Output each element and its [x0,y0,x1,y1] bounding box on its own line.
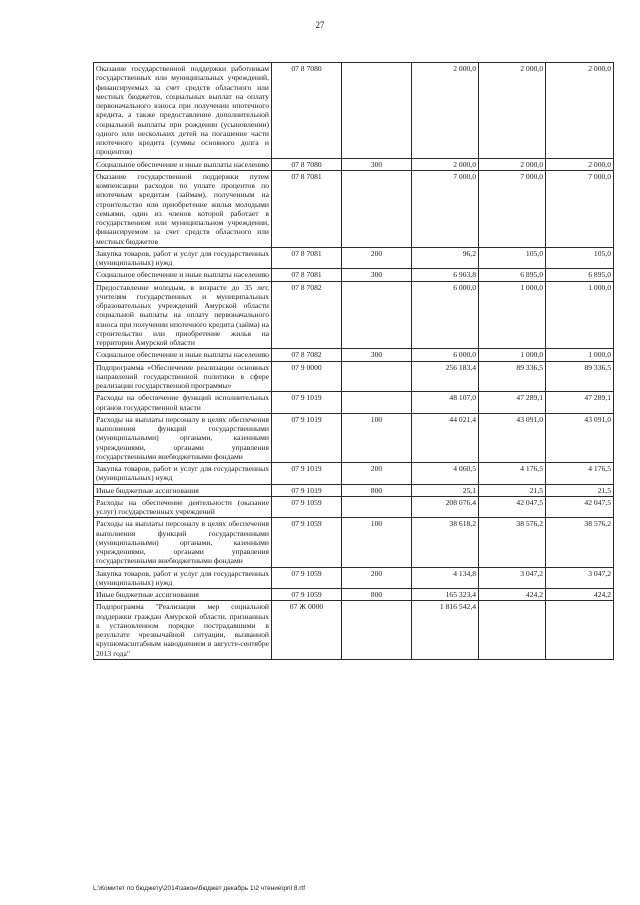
row-amount-2016: 3 047,2 [479,567,546,589]
row-amount-2015: 6 903,8 [412,269,479,281]
table-row [94,601,614,660]
table-row [94,413,614,462]
table-row [94,392,614,414]
row-amount-2015: 4 134,8 [412,567,479,589]
row-expense-type [342,170,412,247]
row-amount-2015: 6 000,0 [412,349,479,361]
row-expense-type [342,281,412,349]
row-amount-2015: 38 618,2 [412,518,479,567]
row-amount-2016: 1 000,0 [479,281,546,349]
row-amount-2017: 89 336,5 [546,361,614,392]
row-amount-2015: 2 000,0 [412,63,479,159]
table-row [94,589,614,601]
row-amount-2015: 25,1 [412,484,479,496]
row-target-code: 07 8 7082 [272,349,342,361]
table-row [94,269,614,281]
row-target-code: 07 9 1059 [272,567,342,589]
table-row [94,484,614,496]
row-expense-type: 200 [342,463,412,485]
row-amount-2017: 21,5 [546,484,614,496]
row-amount-2017: 38 576,2 [546,518,614,567]
row-expense-type [342,601,412,660]
row-amount-2016: 2 000,0 [479,63,546,159]
table-row [94,158,614,170]
row-amount-2015: 165 323,4 [412,589,479,601]
table-row [94,170,614,247]
row-amount-2016: 43 091,0 [479,413,546,462]
row-description: Расходы на обеспечение функций исполнительных органов государственной власти [94,392,272,414]
row-description: Социальное обеспечение и иные выплаты населению [94,269,272,281]
row-description: Расходы на выплаты персоналу в целях обеспечения выполнения функций государственными (муниципальными) органами, казенными учреждениями, органами управления государственными внебюджетными фондами [94,518,272,567]
row-target-code: 07 8 7081 [272,247,342,269]
row-target-code: 07 8 7080 [272,63,342,159]
row-amount-2017: 4 176,5 [546,463,614,485]
table-row [94,349,614,361]
budget-table [93,62,614,660]
row-amount-2016: 38 576,2 [479,518,546,567]
row-description: Оказание государственной поддержки работникам государственных или муниципальных учреждений, финансируемых за счет средств областного или местных бюджетов, социальных выплат на оплату первоначального взноса при получении ипотечного кредита, а также предоставление дополнительной социальной выплаты при рождении (усыновлении) одного или нескольких детей на погашение части ипотечного кредита (суммы основного долга и процентов) [94,63,272,159]
table-row [94,281,614,349]
row-amount-2017: 43 091,0 [546,413,614,462]
row-description: Оказание государственной поддержки путем компенсации расходов по уплате процентов по ипотечным кредитам (займам), полученным на строительство или приобретение жилья молодыми семьями, один из членов которой работает в государственном или муниципальном учреждении, финансируемом за счет средств областного или местных бюджетов [94,170,272,247]
row-expense-type [342,63,412,159]
row-target-code: 07 9 1019 [272,463,342,485]
row-description: Иные бюджетные ассигнования [94,589,272,601]
row-target-code: 07 9 1059 [272,496,342,518]
table-row [94,496,614,518]
table-row [94,361,614,392]
row-amount-2016: 47 289,1 [479,392,546,414]
row-amount-2017: 2 000,0 [546,158,614,170]
row-description: Подпрограмма "Реализация мер социальной поддержки граждан Амурской области, признанных в установленном порядке пострадавшими в результате чрезвычайной ситуации, вызванной крупномасштабным наводнением в августе-сентябре 2013 года" [94,601,272,660]
row-amount-2016: 6 895,0 [479,269,546,281]
row-target-code: 07 8 7081 [272,170,342,247]
row-target-code: 07 9 1059 [272,589,342,601]
row-amount-2017: 2 000,0 [546,63,614,159]
row-amount-2017: 3 047,2 [546,567,614,589]
row-description: Расходы на выплаты персоналу в целях обеспечения выполнения функций государственными (муниципальными) органами, казенными учреждениями, органами управления государственными внебюджетными фондами [94,413,272,462]
row-amount-2015: 2 000,0 [412,158,479,170]
table-row [94,63,614,159]
row-amount-2015: 7 000,0 [412,170,479,247]
row-target-code: 07 Ж 0000 [272,601,342,660]
row-target-code: 07 8 7082 [272,281,342,349]
file-path-footer: L:\Комитет по бюджету\2014\закон\бюджет декабрь 1\2 чтение\pril 8.rtf [93,885,306,892]
row-description: Закупка товаров, работ и услуг для государственных (муниципальных) нужд [94,463,272,485]
row-amount-2016: 89 336,5 [479,361,546,392]
row-amount-2016: 21,5 [479,484,546,496]
row-description: Закупка товаров, работ и услуг для государственных (муниципальных) нужд [94,567,272,589]
row-amount-2016: 1 000,0 [479,349,546,361]
row-expense-type: 100 [342,413,412,462]
row-amount-2015: 4 060,5 [412,463,479,485]
row-amount-2016: 424,2 [479,589,546,601]
row-amount-2016: 105,0 [479,247,546,269]
row-description: Предоставление молодым, в возрасте до 35 лет, учителям государственных и муниципальных образовательных учреждений Амурской области социальной выплаты на оплату первоначального взноса при получении ипотечного кредита (займа) на строительство или приобретение жилья на территории Амурской области [94,281,272,349]
row-target-code: 07 9 1019 [272,413,342,462]
row-expense-type: 800 [342,484,412,496]
row-amount-2017: 424,2 [546,589,614,601]
row-amount-2016: 4 176,5 [479,463,546,485]
row-amount-2015: 6 000,0 [412,281,479,349]
row-amount-2017: 42 047,5 [546,496,614,518]
row-expense-type [342,392,412,414]
row-expense-type: 300 [342,349,412,361]
row-target-code: 07 9 1019 [272,484,342,496]
row-amount-2017: 6 895,0 [546,269,614,281]
row-amount-2017 [546,601,614,660]
row-amount-2017: 105,0 [546,247,614,269]
row-description: Иные бюджетные ассигнования [94,484,272,496]
row-target-code: 07 8 7080 [272,158,342,170]
row-amount-2016 [479,601,546,660]
row-target-code: 07 8 7081 [272,269,342,281]
table-row [94,247,614,269]
table-row [94,567,614,589]
row-description: Социальное обеспечение и иные выплаты населению [94,349,272,361]
row-description: Закупка товаров, работ и услуг для государственных (муниципальных) нужд [94,247,272,269]
row-amount-2015: 48 107,0 [412,392,479,414]
row-expense-type: 200 [342,567,412,589]
row-amount-2017: 47 289,1 [546,392,614,414]
row-amount-2017: 1 000,0 [546,281,614,349]
row-amount-2015: 1 816 542,4 [412,601,479,660]
row-expense-type [342,496,412,518]
row-amount-2017: 7 000,0 [546,170,614,247]
row-amount-2015: 44 021,4 [412,413,479,462]
row-amount-2015: 208 076,4 [412,496,479,518]
row-target-code: 07 9 1019 [272,392,342,414]
row-amount-2016: 2 000,0 [479,158,546,170]
row-expense-type: 300 [342,158,412,170]
row-amount-2015: 256 183,4 [412,361,479,392]
row-expense-type: 100 [342,518,412,567]
row-description: Расходы на обеспечение деятельности (оказание услуг) государственных учреждений [94,496,272,518]
table-row [94,463,614,485]
row-description: Подпрограмма «Обеспечение реализации основных направлений государственной политики в сфере реализации государственной программы» [94,361,272,392]
row-target-code: 07 9 0000 [272,361,342,392]
row-expense-type: 800 [342,589,412,601]
row-amount-2016: 7 000,0 [479,170,546,247]
row-expense-type [342,361,412,392]
row-amount-2015: 96,2 [412,247,479,269]
row-target-code: 07 9 1059 [272,518,342,567]
row-amount-2017: 1 000,0 [546,349,614,361]
row-description: Социальное обеспечение и иные выплаты населению [94,158,272,170]
row-expense-type: 200 [342,247,412,269]
row-amount-2016: 42 047,5 [479,496,546,518]
page-number: 27 [315,20,325,30]
table-row [94,518,614,567]
row-expense-type: 300 [342,269,412,281]
